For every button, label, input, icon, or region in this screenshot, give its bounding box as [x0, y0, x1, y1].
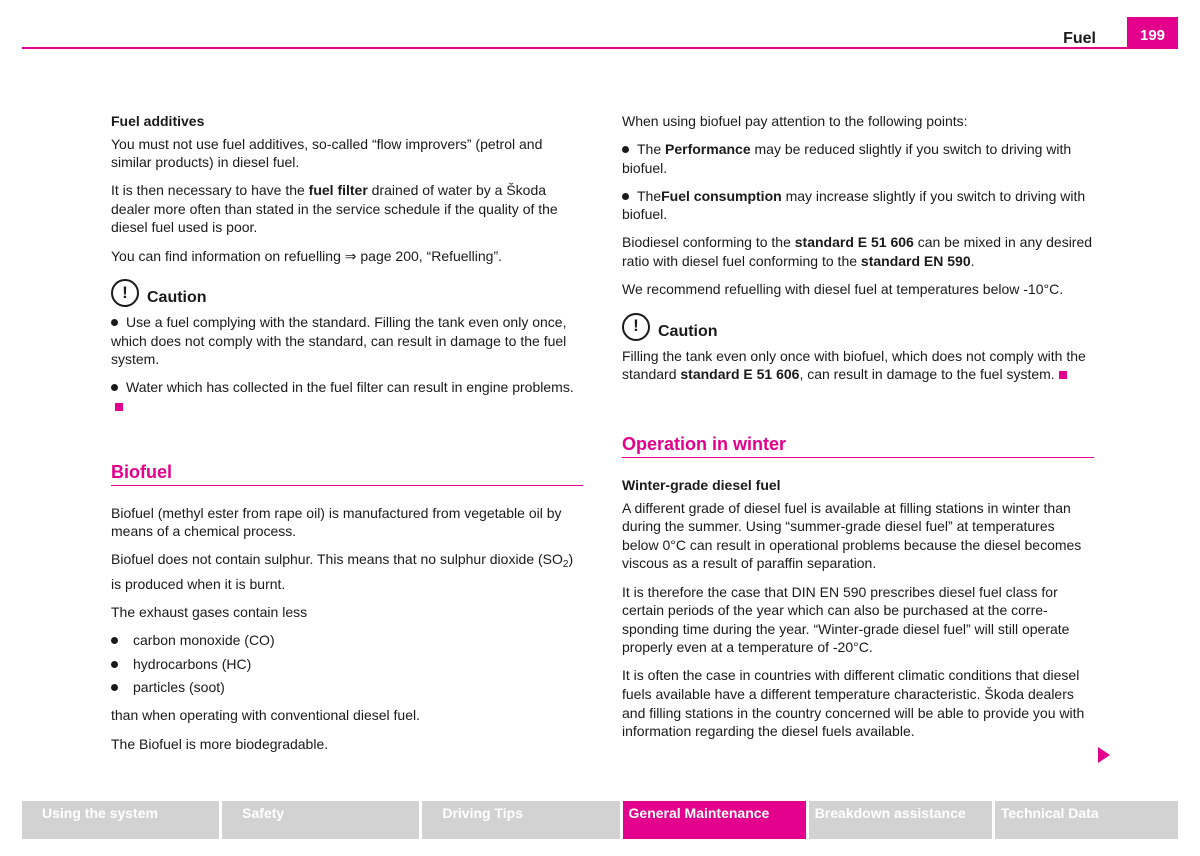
- list-item: [111, 631, 583, 650]
- text-bold: standard EN 590: [860, 253, 971, 270]
- text-run: , can result in damage to the fuel system.: [799, 366, 1055, 383]
- list-item: [111, 678, 583, 697]
- text-bold: Performance: [665, 141, 751, 158]
- biofuel-paragraph-1: Biofuel (methyl ester from rape oil) is manufactured from vegetable oil by means of a chemical process.: [111, 504, 562, 540]
- additives-paragraph-3: You can find information on refuelling ⇒ page 200, “Refuelling”.: [111, 247, 503, 264]
- biofuel-points-intro: When using biofuel pay attention to the following points:: [622, 113, 968, 129]
- additives-paragraph-2: [111, 181, 583, 237]
- text-run: .: [970, 253, 975, 270]
- biofuel-point-1: [622, 140, 1094, 177]
- bullet-dot-icon: [111, 684, 118, 691]
- additives-paragraph-1: You must not use fuel additives, so-called “flow improvers” (petrol and similar products) in diesel fuel.: [111, 135, 543, 171]
- caution-text-right: [622, 347, 1094, 384]
- page-number: 199: [1127, 17, 1178, 49]
- running-header-title: Fuel: [1063, 30, 1096, 47]
- winter-section-title: Operation in winter: [622, 435, 1094, 458]
- list-item: [111, 655, 583, 674]
- text-run: ) is produced when it is burnt.: [111, 551, 574, 592]
- text-run: Biodiesel conforming to the: [622, 234, 795, 251]
- biofuel-paragraph-3: The exhaust gases contain less: [111, 604, 308, 621]
- nav-tab-using-the-system[interactable]: Using the system: [22, 801, 219, 839]
- text-run: may increase slightly if you switch to driving with biofuel.: [622, 187, 1086, 223]
- bullet-dot-icon: [622, 146, 629, 153]
- text-run: hydrocarbons (HC): [133, 655, 252, 672]
- nav-tab-safety[interactable]: Safety: [222, 801, 419, 839]
- biofuel-paragraph-4: than when operating with conventional diesel fuel.: [111, 707, 420, 724]
- caution-bullet-1: [111, 313, 583, 369]
- bullet-dot-icon: [111, 319, 118, 326]
- winter-paragraph-2: It is therefore the case that DIN EN 590 prescribes diesel fuel class for certain periods of the year which can also be purchased at the corre-sponding time during the year. “Winter-grade diesel fuel” will still operate properly even at a temperature of -20°C.: [622, 583, 1070, 656]
- nav-tab-driving-tips[interactable]: Driving Tips: [422, 801, 619, 839]
- text-run: carbon monoxide (CO): [133, 632, 275, 649]
- nav-tab-breakdown-assistance[interactable]: Breakdown assistance: [809, 801, 992, 839]
- text-run: It is then necessary to have the: [111, 182, 309, 199]
- text-run: The: [637, 141, 666, 158]
- next-page-arrow-icon[interactable]: [1098, 747, 1110, 763]
- temperature-paragraph: We recommend refuelling with diesel fuel at temperatures below -10°C.: [622, 281, 1064, 298]
- text-run: can be mixed in any desired ratio with diesel fuel conforming to the: [622, 234, 1093, 270]
- text-run: may be reduced slightly if you switch to driving with biofuel.: [622, 141, 1072, 176]
- left-column: [111, 112, 583, 763]
- text-run: The: [637, 187, 662, 204]
- text-run: Water which has collected in the fuel filter can result in engine problems.: [126, 379, 574, 396]
- caution-title: Caution: [658, 322, 718, 340]
- winter-paragraph-3: It is often the case in countries with different climatic conditions that diesel fuels available have a different temperature characteristic. Škoda dealers and filling stations in the country concerned will be able to provide you with information regarding the diesel fuels available.: [622, 667, 1085, 740]
- caution-title: Caution: [147, 289, 207, 307]
- caution-bullet-2: [111, 378, 583, 415]
- bullet-dot-icon: [622, 193, 629, 200]
- biofuel-paragraph-5: The Biofuel is more biodegradable.: [111, 735, 329, 752]
- end-of-section-square-icon: [115, 403, 123, 411]
- subscript: 2: [562, 559, 569, 571]
- bullet-dot-icon: [111, 661, 118, 668]
- nav-tab-technical-data[interactable]: Technical Data: [995, 801, 1178, 839]
- bullet-dot-icon: [111, 384, 118, 391]
- winter-grade-heading: Winter-grade diesel fuel: [622, 477, 781, 494]
- text-bold: standard E 51 606: [794, 234, 914, 251]
- caution-box-left: [111, 279, 583, 307]
- biofuel-paragraph-2: [111, 550, 583, 593]
- nav-tab-general-maintenance[interactable]: General Maintenance: [623, 801, 806, 839]
- biofuel-section-title: Biofuel: [111, 463, 583, 486]
- bullet-dot-icon: [111, 637, 118, 644]
- exclamation-circle-icon: !: [111, 279, 139, 307]
- fuel-additives-heading: Fuel additives: [111, 113, 205, 129]
- header-rule: [22, 47, 1178, 49]
- text-run: Biofuel does not contain sulphur. This means that no sulphur dioxide (SO: [111, 551, 563, 568]
- exclamation-circle-icon: !: [622, 313, 650, 341]
- winter-paragraph-1: A different grade of diesel fuel is available at filling stations in winter than during the summer. Using “summer-grade diesel fuel” at temperatures below 0°C can result in operational problems because the diesel becomes viscous as a result of paraffin separation.: [622, 499, 1082, 572]
- text-run: particles (soot): [133, 679, 225, 696]
- text-run: Filling the tank even only once with biofuel, which does not comply with the standard: [622, 347, 1086, 383]
- chapter-nav-bar: [22, 801, 1178, 839]
- right-column: [622, 112, 1094, 750]
- end-of-section-square-icon: [1059, 371, 1067, 379]
- standard-paragraph: [622, 233, 1094, 270]
- text-bold: fuel filter: [308, 182, 368, 199]
- biofuel-point-2: [622, 187, 1094, 224]
- text-run: drained of water by a Škoda dealer more often than stated in the service schedule if the quality of the diesel fuel used is poor.: [111, 182, 558, 236]
- text-run: Use a fuel complying with the standard. Filling the tank even only once, which does not comply with the standard, can result in damage to the fuel system.: [111, 314, 567, 368]
- caution-box-right: [622, 313, 1094, 341]
- text-bold: Fuel consumption: [661, 187, 782, 204]
- text-bold: standard E 51 606: [680, 366, 800, 383]
